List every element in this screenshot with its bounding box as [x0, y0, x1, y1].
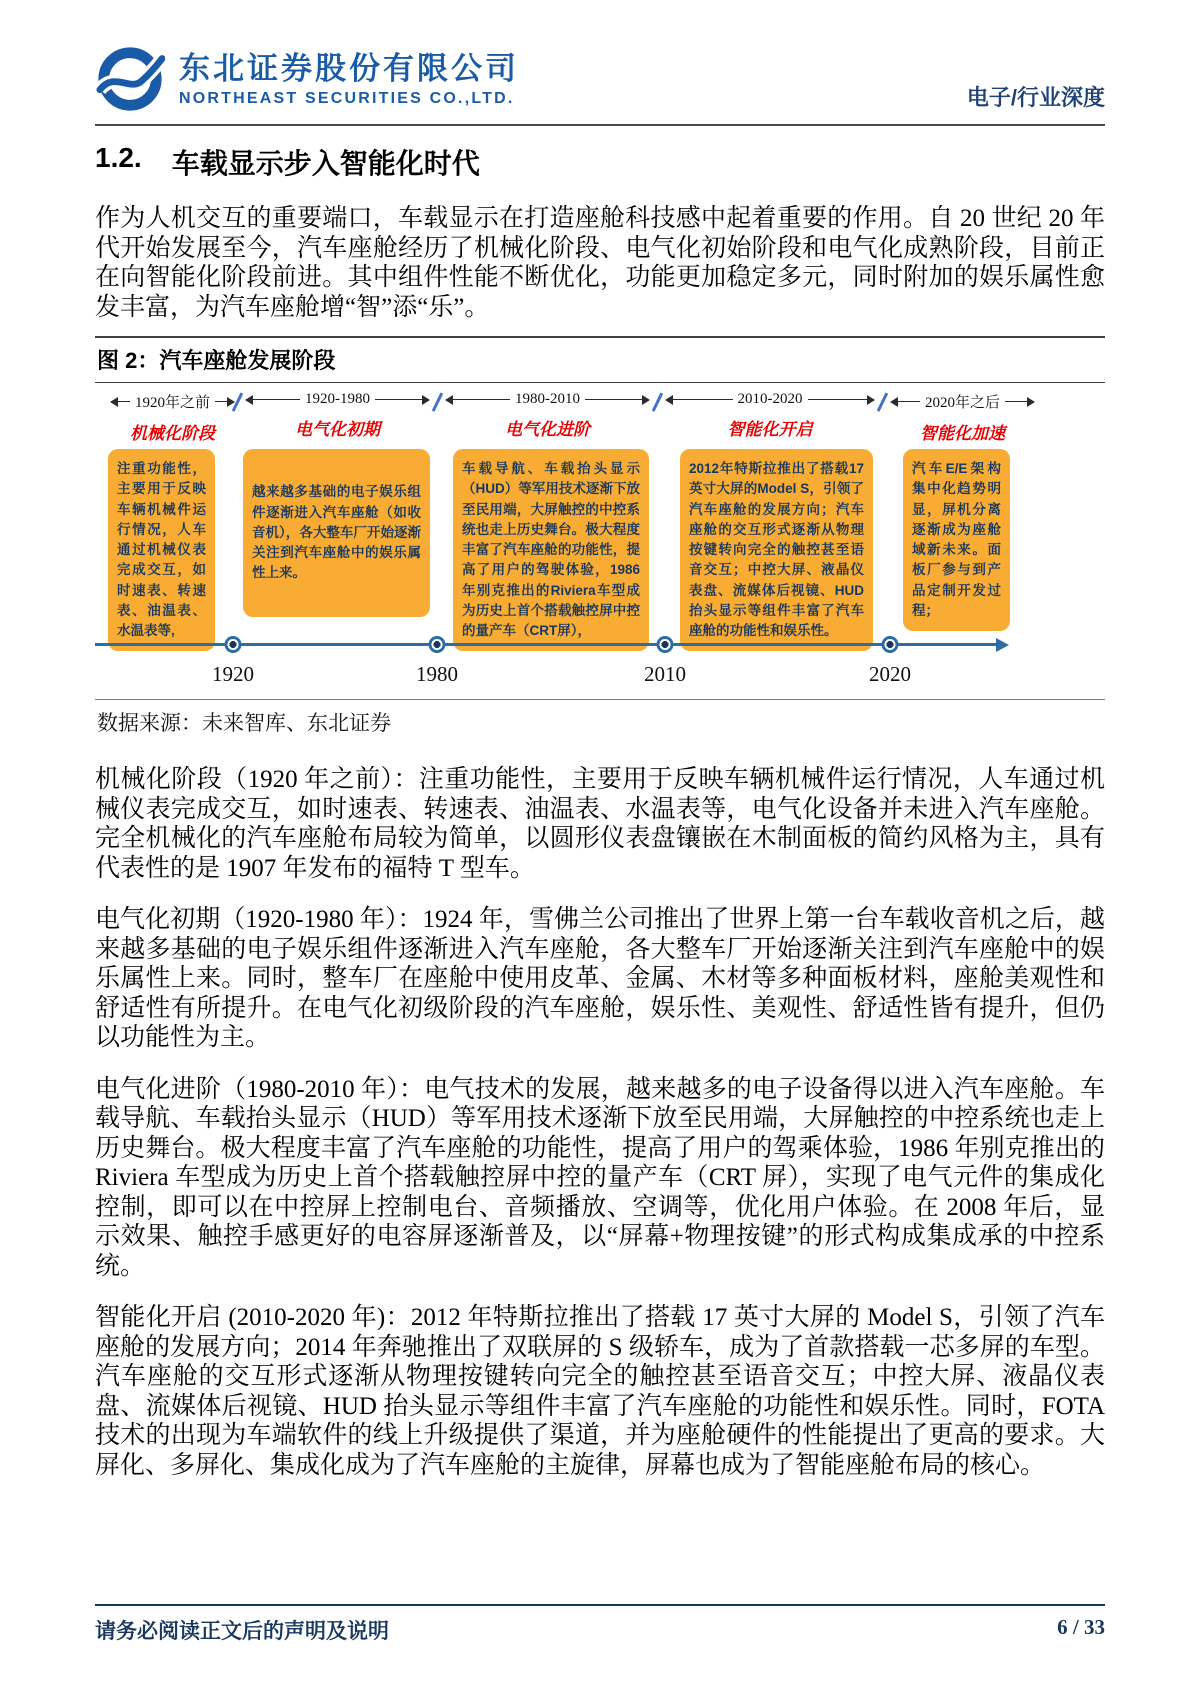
stage-name-label: 智能化开启 — [727, 420, 813, 439]
body-paragraph-2: 电气化初期（1920-1980 年）：1924 年，雪佛兰公司推出了世界上第一台车载收音机之后，越来越多基础的电子娱乐组件逐渐进入汽车座舱，各大整车厂开始逐渐关注到汽车座舱中的娱乐属性上来。同时，整车厂在座舱中使用皮革、金属、木材等多种面板材料，座舱美观性和舒适性有所提升。在电气化初级阶段的汽车座舱，娱乐性、美观性、舒适性皆有提升，但仍以功能性为主。 — [95, 906, 1105, 1051]
page-footer — [95, 1604, 1105, 1645]
arrowhead-right-icon — [422, 395, 430, 405]
timeline-marker-2010 — [657, 636, 674, 653]
double-arrow — [245, 391, 430, 408]
arrowhead-right-icon — [642, 395, 650, 405]
arrowhead-left-icon — [890, 397, 898, 407]
body-paragraph-1: 机械化阶段（1920 年之前）：注重功能性，主要用于反映车辆机械件运行情况，人车通过机械仪表完成交互，如时速表、转速表、油温表、水温表等，电气化设备并未进入汽车座舱。完全机械化的汽车座舱布局较为简单，以圆形仪表盘镶嵌在木制面板的简约风格为主，具有代表性的是 1907 年发布的福特 T 型车。 — [95, 766, 1105, 882]
stage-header-4 — [665, 391, 875, 440]
company-name-block — [179, 50, 519, 109]
timeline-year-label: 1980 — [416, 662, 458, 686]
arrowhead-left-icon — [665, 395, 673, 405]
timeline-year-label: 1920 — [212, 662, 254, 686]
arrow-line — [215, 401, 227, 402]
arrow-line — [1005, 401, 1027, 402]
page-header — [95, 44, 1105, 126]
company-name-cn: 东北证券股份有限公司 — [179, 50, 519, 86]
stage-divider-icon — [432, 392, 443, 411]
section-heading — [95, 142, 1105, 182]
arrow-line — [808, 399, 868, 400]
figure-block — [95, 336, 1105, 743]
arrowhead-left-icon — [445, 395, 453, 405]
double-arrow — [890, 391, 1035, 412]
company-logo-icon — [95, 44, 165, 114]
arrow-line — [118, 401, 130, 402]
arrow-line — [898, 401, 920, 402]
section-number: 1.2. — [95, 142, 142, 173]
figure-source: 数据来源：未来智库、东北证券 — [97, 711, 391, 735]
arrowhead-right-icon — [1027, 397, 1035, 407]
timeline-marker-2020 — [882, 636, 899, 653]
body-paragraph-4: 智能化开启 (2010-2020 年)：2012 年特斯拉推出了搭载 17 英寸大屏的 Model S，引领了汽车座舱的发展方向；2014 年奔驰推出了双联屏的 S 级轿车，成为了首款搭载一芯多屏的车型。汽车座舱的交互形式逐渐从物理按键转向完全的触控甚至语音交互；中控大屏、液晶仪表盘、流媒体后视镜、HUD 抬头显示等组件丰富了汽车座舱的功能性和娱乐性。同时，FOTA 技术的出现为车端软件的线上升级提供了渠道，并为座舱硬件的性能提出了更高的要求。大屏化、多屏化、集成化成为了汽车座舱的主旋律，屏幕也成为了智能座舱布局的核心。 — [95, 1304, 1105, 1479]
timeline-year-label: 2010 — [644, 662, 686, 686]
stage-box-3: 车载导航、车载抬头显示（HUD）等军用技术逐渐下放至民用端，大屏触控的中控系统也走上历史舞台。极大程度丰富了汽车座舱的功能性，提高了用户的驾驶体验，1986年别克推出的Riviera车型成为历史上首个搭载触控屏中控的量产车（CRT屏）， — [453, 449, 649, 651]
stage-box-2: 越来越多基础的电子娱乐组件逐渐进入汽车座舱（如收音机），各大整车厂开始逐渐关注到汽车座舱中的娱乐属性上来。 — [243, 449, 430, 617]
arrowhead-left-icon — [110, 397, 118, 407]
double-arrow — [665, 391, 875, 408]
stage-header-5 — [890, 391, 1035, 444]
timeline-marker-1920 — [225, 636, 242, 653]
arrow-line — [253, 399, 300, 400]
timeline-arrowhead-icon — [996, 638, 1009, 652]
arrow-line — [375, 399, 422, 400]
stage-divider-icon — [877, 392, 888, 411]
figure-title-rule — [95, 382, 1105, 383]
stage-period-label: 2020年之后 — [925, 395, 1001, 411]
arrow-line — [673, 399, 733, 400]
stage-header-3 — [445, 391, 650, 440]
arrow-line — [453, 399, 510, 400]
stage-period-label: 1980-2010 — [515, 391, 580, 407]
report-category-tag: 电子/行业深度 — [966, 85, 1105, 110]
stage-name-label: 机械化阶段 — [130, 424, 215, 443]
footer-disclaimer: 请务必阅读正文后的声明及说明 — [95, 1619, 389, 1643]
company-name-en: NORTHEAST SECURITIES CO.,LTD. — [179, 90, 515, 108]
stage-divider-icon — [652, 392, 663, 411]
stage-name-label: 电气化初期 — [295, 420, 380, 439]
arrow-line — [585, 399, 642, 400]
company-logo — [95, 44, 519, 114]
stage-name-label: 电气化进阶 — [505, 420, 590, 439]
figure-title: 图 2：汽车座舱发展阶段 — [97, 348, 336, 373]
stage-name-label: 智能化加速 — [920, 424, 1005, 443]
timeline-year-label: 2020 — [869, 662, 911, 686]
section-title: 车载显示步入智能化时代 — [171, 148, 480, 179]
body-paragraph-3: 电气化进阶（1980-2010 年）：电气技术的发展，越来越多的电子设备得以进入汽车座舱。车载导航、车载抬头显示（HUD）等军用技术逐渐下放至民用端，大屏触控的中控系统也走上历史舞台。极大程度丰富了汽车座舱的功能性，提高了用户的驾乘体验，1986 年别克推出的 Riviera 车型成为历史上首个搭载触控屏中控的量产车（CRT 屏），实现了电气元件的集成化控制，即可以在中控屏上控制电台、音频播放、空调等，优化用户体验。在 2008 年后，显示效果、触控手感更好的电容屏逐渐普及，以“屏幕+物理按键”的形式构成集成承的中控系统。 — [95, 1075, 1105, 1280]
intro-paragraph: 作为人机交互的重要端口，车载显示在打造座舱科技感中起着重要的作用。自 20 世纪 20 年代开始发展至今，汽车座舱经历了机械化阶段、电气化初始阶段和电气化成熟阶段，目前正在向智能化阶段前进。其中组件性能不断优化，功能更加稳定多元，同时附加的娱乐属性愈发丰富，为汽车座舱增“智”添“乐”。 — [95, 205, 1105, 321]
stage-period-label: 2010-2020 — [737, 391, 803, 407]
stage-header-2 — [245, 391, 430, 440]
page-number: 6 / 33 — [1057, 1615, 1105, 1639]
stage-period-label: 1920-1980 — [305, 391, 370, 407]
stage-box-4: 2012年特斯拉推出了搭载17英寸大屏的Model S，引领了汽车座舱的发展方向；汽车座舱的交互形式逐渐从物理按键转向完全的触控甚至语音交互；中控大屏、液晶仪表盘、流媒体后视镜、HUD抬头显示等组件丰富了汽车座舱的功能性和娱乐性。 — [680, 449, 873, 651]
stage-period-label: 1920年之前 — [135, 395, 211, 411]
arrowhead-left-icon — [245, 395, 253, 405]
arrowhead-right-icon — [867, 395, 875, 405]
timeline-marker-1980 — [429, 636, 446, 653]
stage-box-1: 注重功能性，主要用于反映车辆机械件运行情况，人车通过机械仪表完成交互，如时速表、转速表、油温表、水温表等, — [108, 449, 215, 651]
stage-box-5: 汽车E/E架构集中化趋势明显，屏机分离逐渐成为座舱域新未来。面板厂参与到产品定制开发过程； — [903, 449, 1010, 631]
figure-canvas — [95, 391, 1105, 693]
double-arrow — [110, 391, 235, 412]
stage-header-1 — [110, 391, 235, 444]
double-arrow — [445, 391, 650, 408]
